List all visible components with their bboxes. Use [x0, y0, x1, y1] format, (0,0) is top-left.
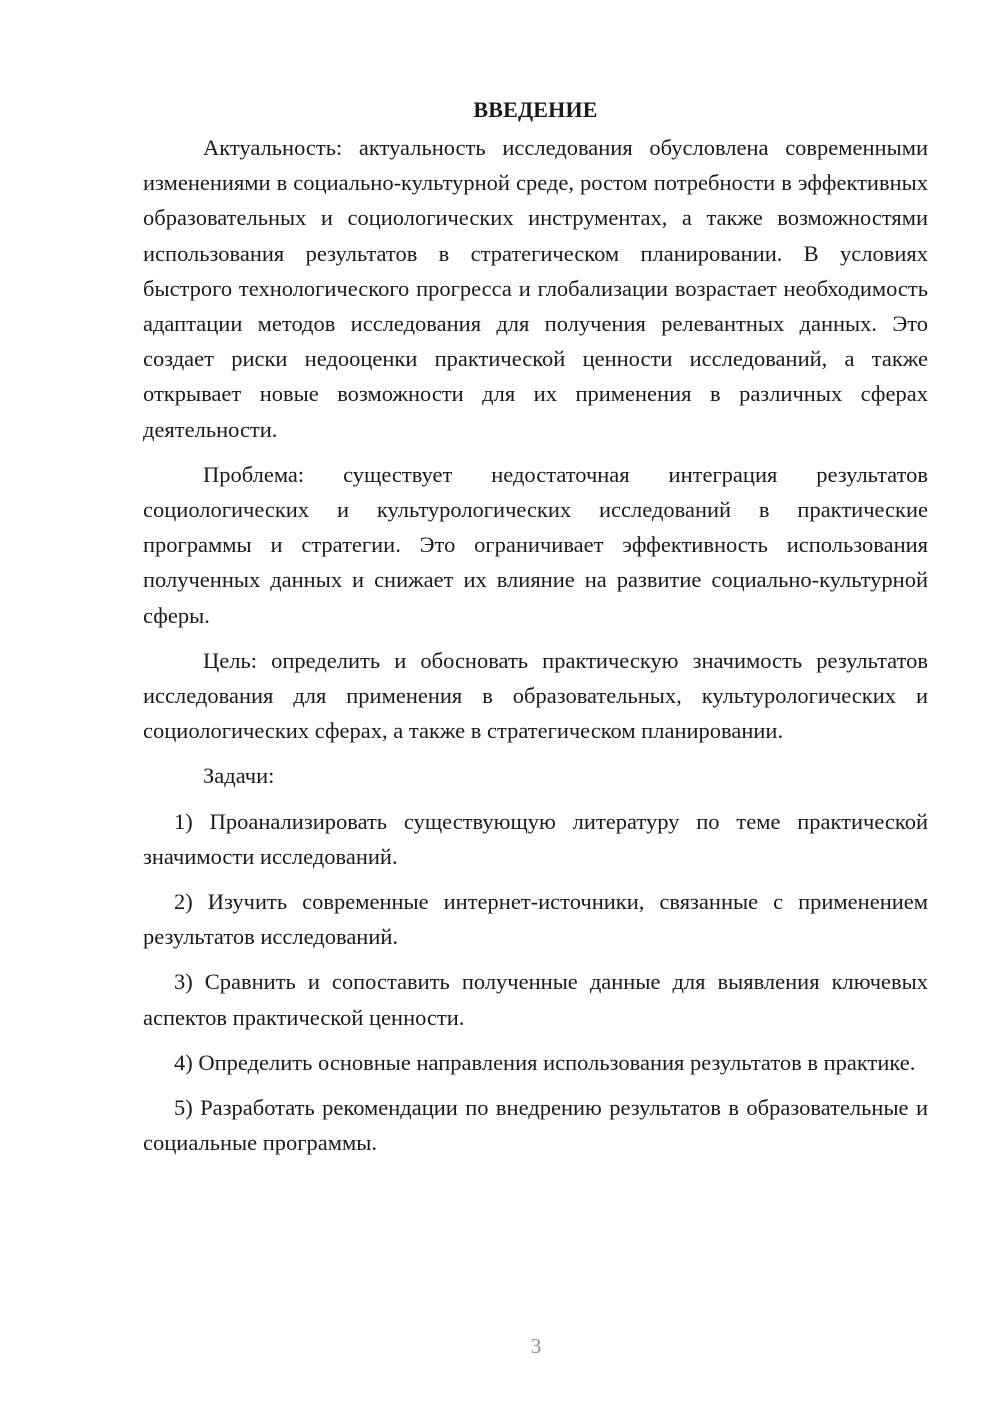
page-number: 3 [530, 1334, 542, 1358]
paragraph-relevance: Актуальность: актуальность исследования обусловлена современными изменениями в социально-культурной среде, ростом потребности в эффективных образовательных и социологических инструментах, а также возможностями использования результатов в стратегическом планировании. В условиях быстрого технологического прогресса и глобализации возрастает необходимость адаптации методов исследования для получения релевантных данных. Это создает риски недооценки практической ценности исследований, а также открывает новые возможности для их применения в различных сферах деятельности. [143, 135, 928, 442]
paragraph-goal: Цель: определить и обосновать практическую значимость результатов исследования для применения в образовательных, культурологических и социологических сферах, а также в стратегическом планировании. [143, 647, 928, 744]
paragraph-problem: Проблема: существует недостаточная интеграция результатов социологических и культурологических исследований в практические программы и стратегии. Это ограничивает эффективность использования полученных данных и снижает их влияние на развитие социально-культурной сферы. [143, 461, 928, 628]
task-item-4: 4) Определить основные направления использования результатов в практике. [174, 1049, 916, 1075]
page-title: ВВЕДЕНИЕ [473, 97, 598, 122]
task-list [143, 804, 928, 1161]
task-item-2: 2) Изучить современные интернет-источники, связанные с применением результатов исследований. [143, 889, 928, 950]
document-body [143, 92, 928, 1170]
tasks-label: Задачи: [203, 763, 275, 789]
task-item-5: 5) Разработать рекомендации по внедрению результатов в образовательные и социальные программы. [143, 1095, 928, 1156]
task-item-1: 1) Проанализировать существующую литературу по теме практической значимости исследований. [143, 808, 928, 869]
task-item-3: 3) Сравнить и сопоставить полученные данные для выявления ключевых аспектов практической ценности. [143, 969, 928, 1030]
